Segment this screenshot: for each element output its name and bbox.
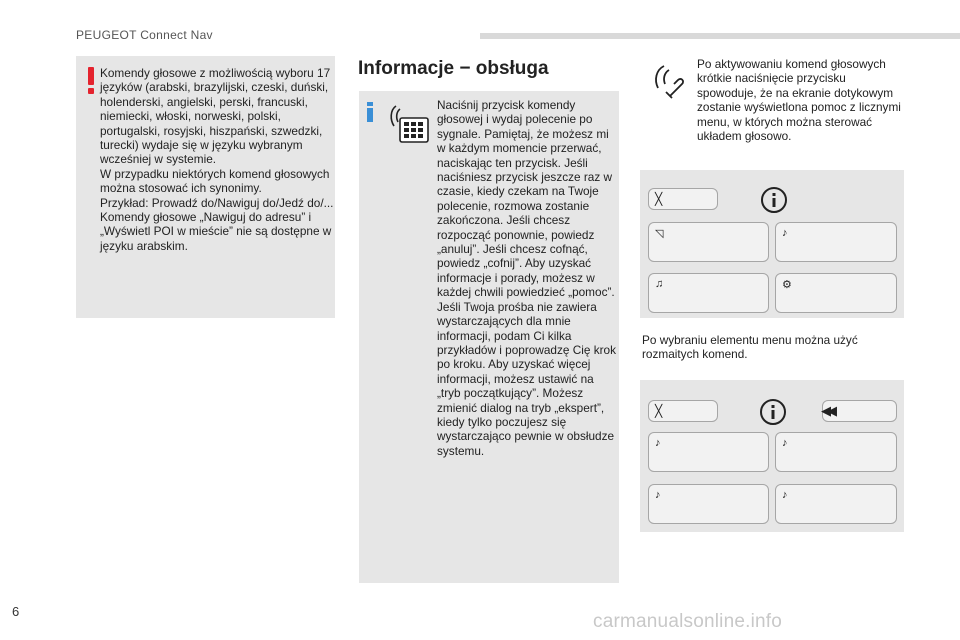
watermark: carmanualsonline.info	[593, 611, 783, 632]
section-heading: Informacje − obsługa	[358, 58, 549, 79]
warning-exclamation-icon	[85, 66, 97, 96]
screen1-menu-button[interactable]	[648, 273, 769, 313]
help-screen-1	[640, 170, 904, 318]
screen2-close-bar[interactable]	[648, 400, 718, 422]
screen1-menu-button[interactable]	[775, 273, 897, 313]
close-icon: ╳	[655, 192, 663, 206]
screen2-menu-button[interactable]	[775, 484, 897, 524]
header-bar	[480, 33, 960, 39]
voice-hint-icon: ♪	[655, 489, 661, 501]
info-text: Naciśnij przycisk komendy głosowej i wydaj polecenie po sygnale. Pamiętaj, że możesz mi w każdym momencie przerwać, naciskając ten przycisk. Jeśli naciśniesz przycisk jeszcze raz w czasie, kiedy czekam na Twoje polecenie, rozmowa zostanie zakończona. Jeśli chcesz rozpocząć ponownie, powiedz „anuluj”. Jeśli chcesz cofnąć, powiedz „cofnij”. Aby uzyskać informacje i porady, możesz w każdej chwili powiedzieć „pomoc”. Jeśli Twoja prośba nie zawiera wystarczających dla mnie informacji, podam Ci kilka przykładów i poprowadzę Cię krok po kroku. Aby uzyskać więcej informacji, możesz ustawić na „tryb początkujący”. Możesz zmienić dialog na tryb „ekspert”, kiedy tylko poczujesz się wystarczająco pewnie w obsłudze systemu.	[437, 98, 616, 458]
page-number: 6	[12, 604, 20, 619]
screen2-menu-button[interactable]	[775, 432, 897, 472]
music-note-icon: ♪	[782, 227, 788, 239]
screen2-menu-button[interactable]	[648, 432, 769, 472]
screen1-menu-button[interactable]	[775, 222, 897, 262]
info-circle-icon[interactable]	[759, 398, 787, 426]
screen2-menu-button[interactable]	[648, 484, 769, 524]
voice-hint-icon: ♪	[782, 437, 788, 449]
navigation-icon: ◹	[655, 228, 664, 240]
back-icon: ◀◀	[821, 403, 833, 418]
screen1-menu-button[interactable]	[648, 222, 769, 262]
gear-icon: ⚙	[782, 279, 792, 291]
close-icon: ╳	[655, 404, 663, 418]
voice-keypad-icon	[386, 100, 432, 146]
voice-hint-icon: ♪	[782, 489, 788, 501]
screen2-back-bar[interactable]	[822, 400, 897, 422]
warning-text: Komendy głosowe z możliwością wyboru 17 języków (arabski, brazylijski, czeski, duński, holenderski, angielski, perski, francuski, niemiecki, włoski, norweski, polski, portugalski, rosyjski, hiszpański, szwedzki, turecki) wydaje się w języku wybranym wcześniej w systemie. W przypadku niektórych komend głosowych można stosować ich synonimy. Przykład: Prowadź do/Nawiguj do/Jedź do/... Komendy głosowe „Nawiguj do adresu” i „Wyświetl POI w mieście” nie są dostępne w języku arabskim.	[100, 66, 334, 253]
info-i-icon	[366, 102, 374, 122]
info-circle-icon[interactable]	[760, 186, 788, 214]
voice-command-icon	[648, 62, 690, 100]
music-notes-icon: ♫	[655, 278, 664, 290]
help-screen-2	[640, 380, 904, 532]
screen1-close-bar[interactable]	[648, 188, 718, 210]
header-title: PEUGEOT Connect Nav	[76, 28, 213, 42]
right-text-bottom: Po wybraniu elementu menu można użyć rozmaitych komend.	[642, 333, 858, 362]
right-text-top: Po aktywowaniu komend głosowych krótkie naciśnięcie przycisku spowoduje, że na ekranie dotykowym zostanie wyświetlona pomoc z licznymi menu, w których można sterować układem głosowo.	[697, 57, 901, 144]
voice-hint-icon: ♪	[655, 437, 661, 449]
